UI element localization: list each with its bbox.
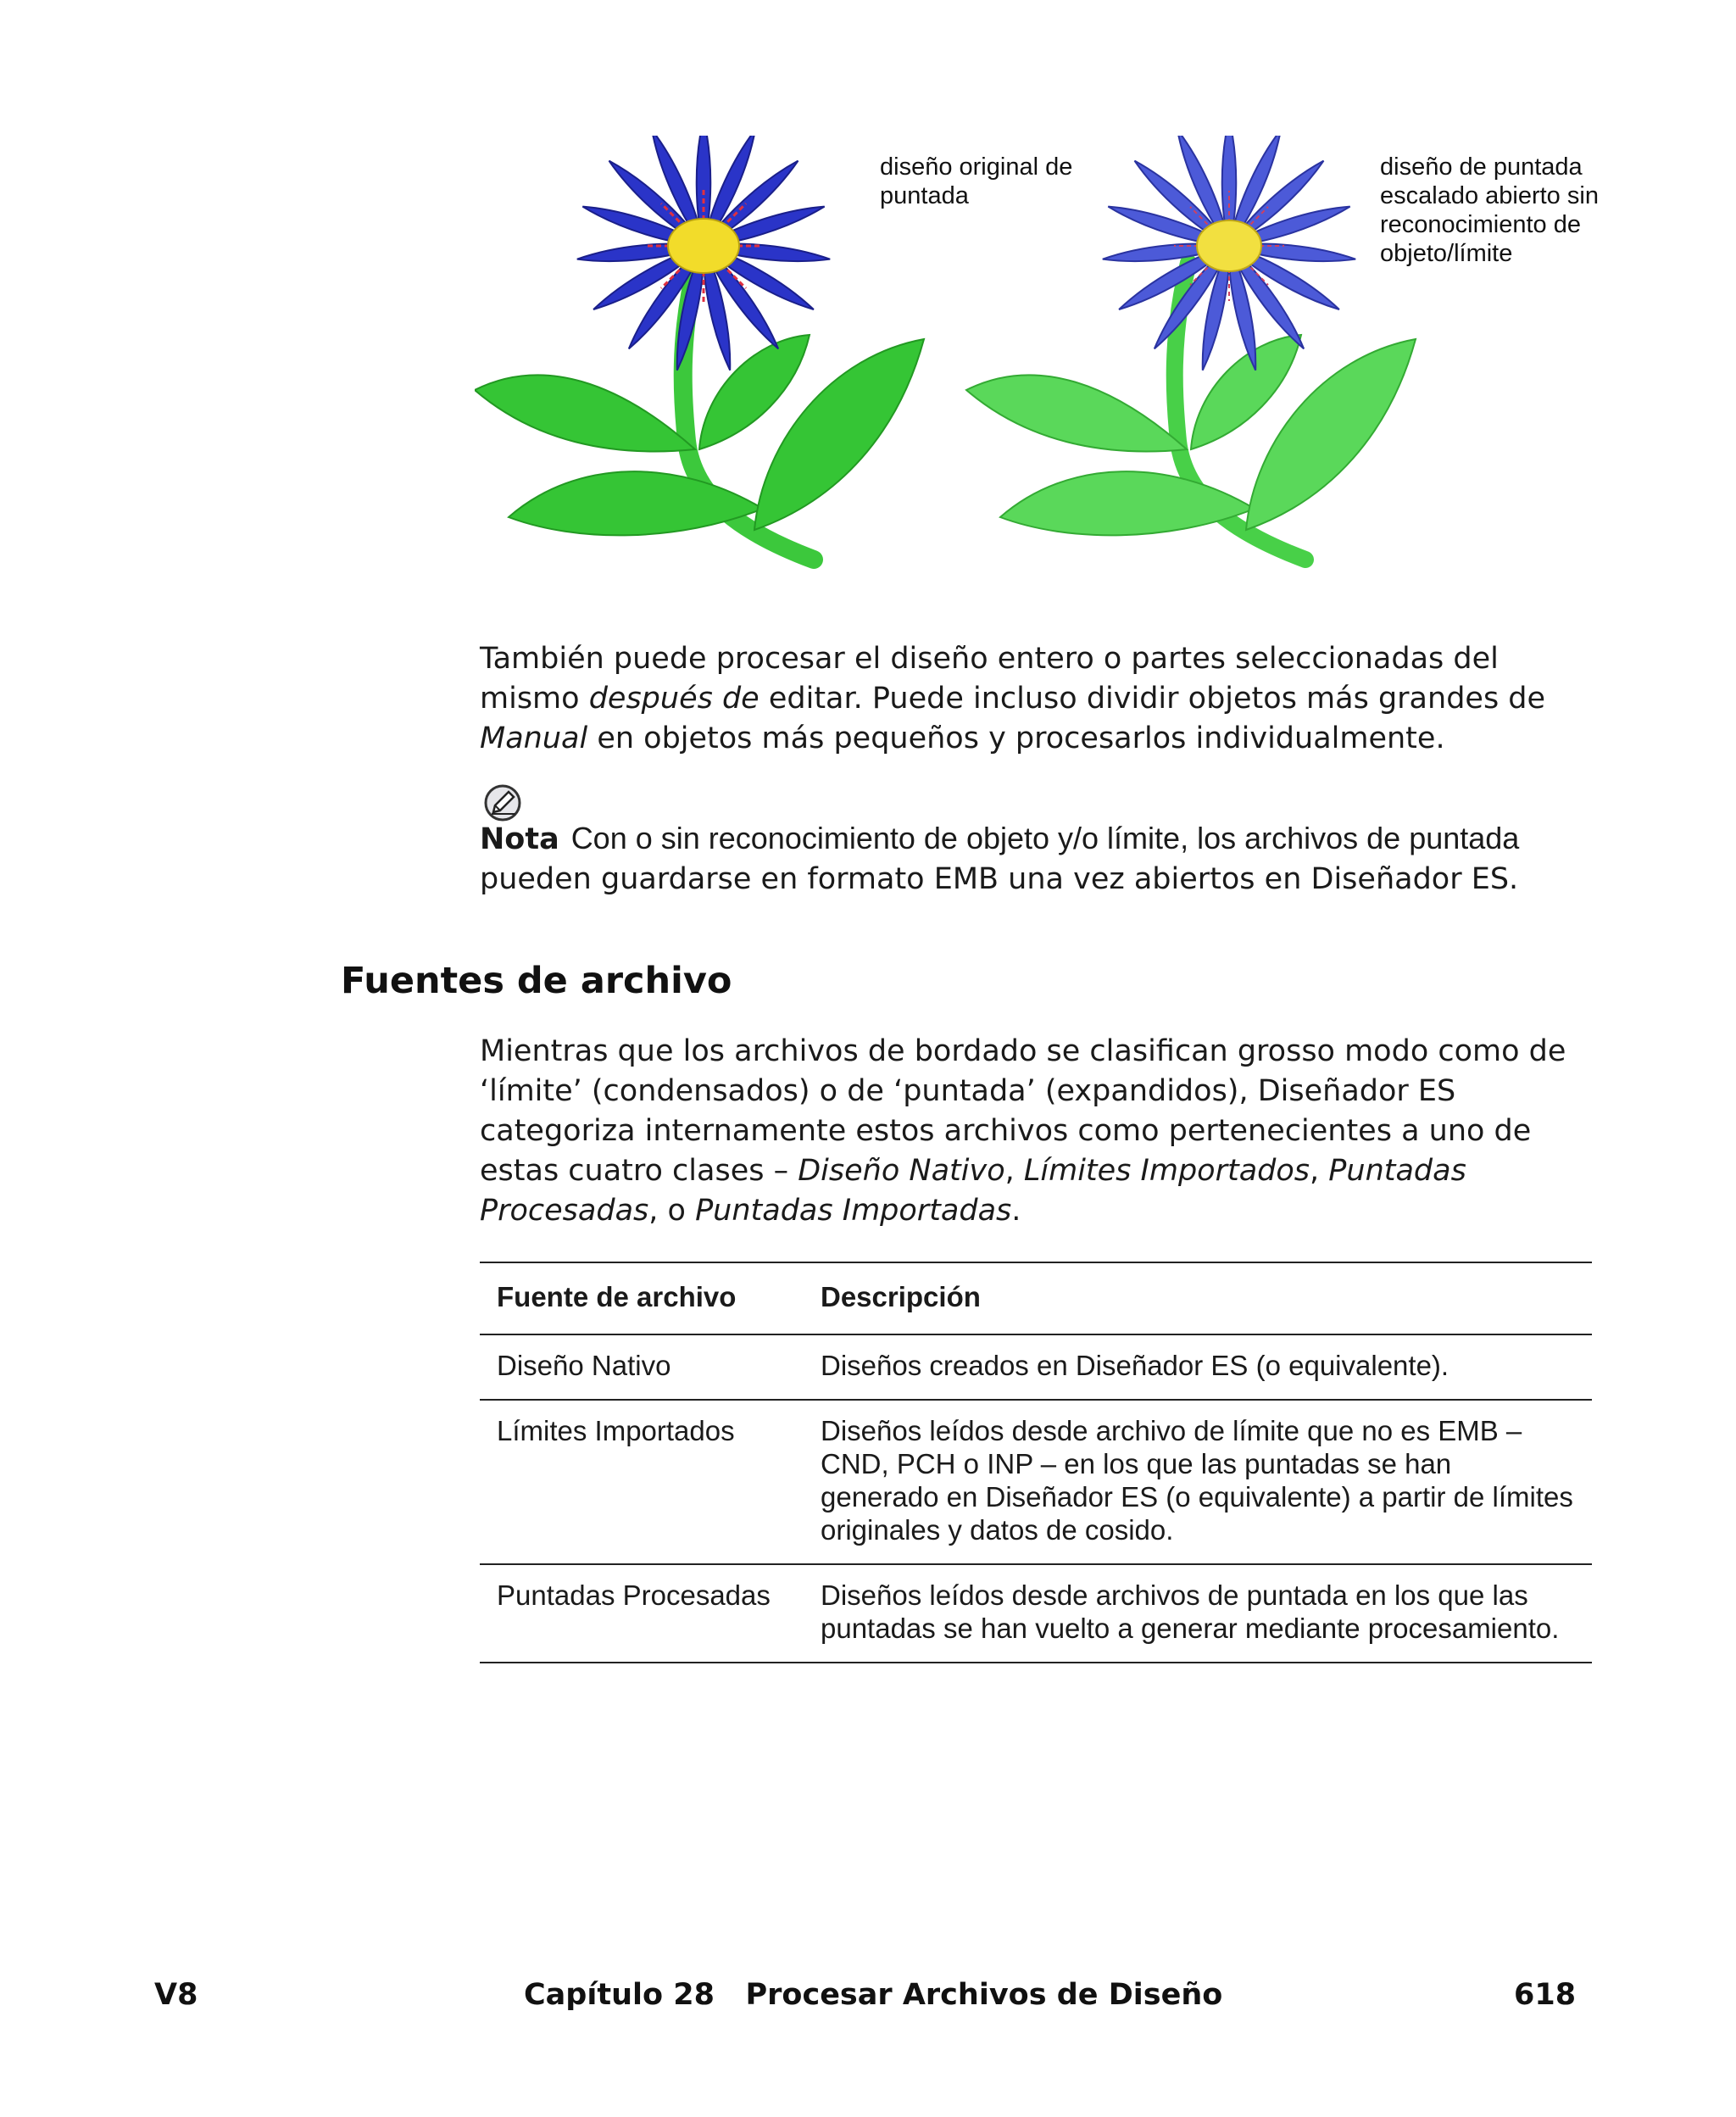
note-paragraph: Nota Con o sin reconocimiento de objeto y/o límite, los archivos de puntada pueden guardarse en formato EMB una vez abiertos en Diseñador ES. <box>480 821 1520 896</box>
table-cell-description: Diseños leídos desde archivo de límite que no es EMB – CND, PCH o INP – en los que las puntadas se han generado en Diseñador ES (o equivalente) a partir de límites originales y datos de cosido. <box>821 1415 1573 1546</box>
file-sources-table <box>480 1262 1592 1663</box>
table-row <box>480 1334 1592 1399</box>
original-flower <box>475 136 924 560</box>
table-header-row <box>480 1263 1592 1334</box>
sources-paragraph: Mientras que los archivos de bordado se clasifican grosso modo como de ‘límite’ (condensados) o de ‘puntada’ (expandidos), Diseñador ES categoriza internamente estos archivos como pertenecientes a uno de estas cuatro clases – Diseño Nativo, Límites Importados, Puntadas Procesadas, o Puntadas Importadas. <box>480 1034 1566 1228</box>
caption-original: diseño original de puntada <box>880 153 1073 209</box>
table-row <box>480 1563 1592 1662</box>
note-label: Nota <box>480 822 559 856</box>
table-cell-source: Límites Importados <box>497 1415 735 1446</box>
table-header-description: Descripción <box>821 1281 981 1312</box>
footer-page-number: 618 <box>1514 1978 1577 2012</box>
section-heading: Fuentes de archivo <box>341 960 732 1002</box>
intro-paragraph: También puede procesar el diseño entero o partes seleccionadas del mismo después de editar. Puede incluso dividir objetos más grandes de Manual en objetos más pequeños y procesarlos individualmente. <box>480 642 1546 755</box>
flower-comparison-figure <box>475 136 1599 627</box>
table-cell-source: Puntadas Procesadas <box>497 1579 771 1611</box>
table-cell-description: Diseños leídos desde archivos de puntada en los que las puntadas se han vuelto a generar mediante procesamiento. <box>821 1579 1560 1644</box>
footer-chapter: Capítulo 28 Procesar Archivos de Diseño <box>524 1978 1223 2012</box>
note-pencil-icon <box>483 783 522 822</box>
footer-version: V8 <box>154 1978 198 2012</box>
table-cell-source: Diseño Nativo <box>497 1350 671 1381</box>
table-header-source: Fuente de archivo <box>497 1281 737 1312</box>
table-cell-description: Diseños creados en Diseñador ES (o equivalente). <box>821 1350 1449 1381</box>
caption-scaled: diseño de puntada escalado abierto sin reconocimiento de objeto/límite <box>1380 153 1599 267</box>
table-row <box>480 1399 1592 1563</box>
